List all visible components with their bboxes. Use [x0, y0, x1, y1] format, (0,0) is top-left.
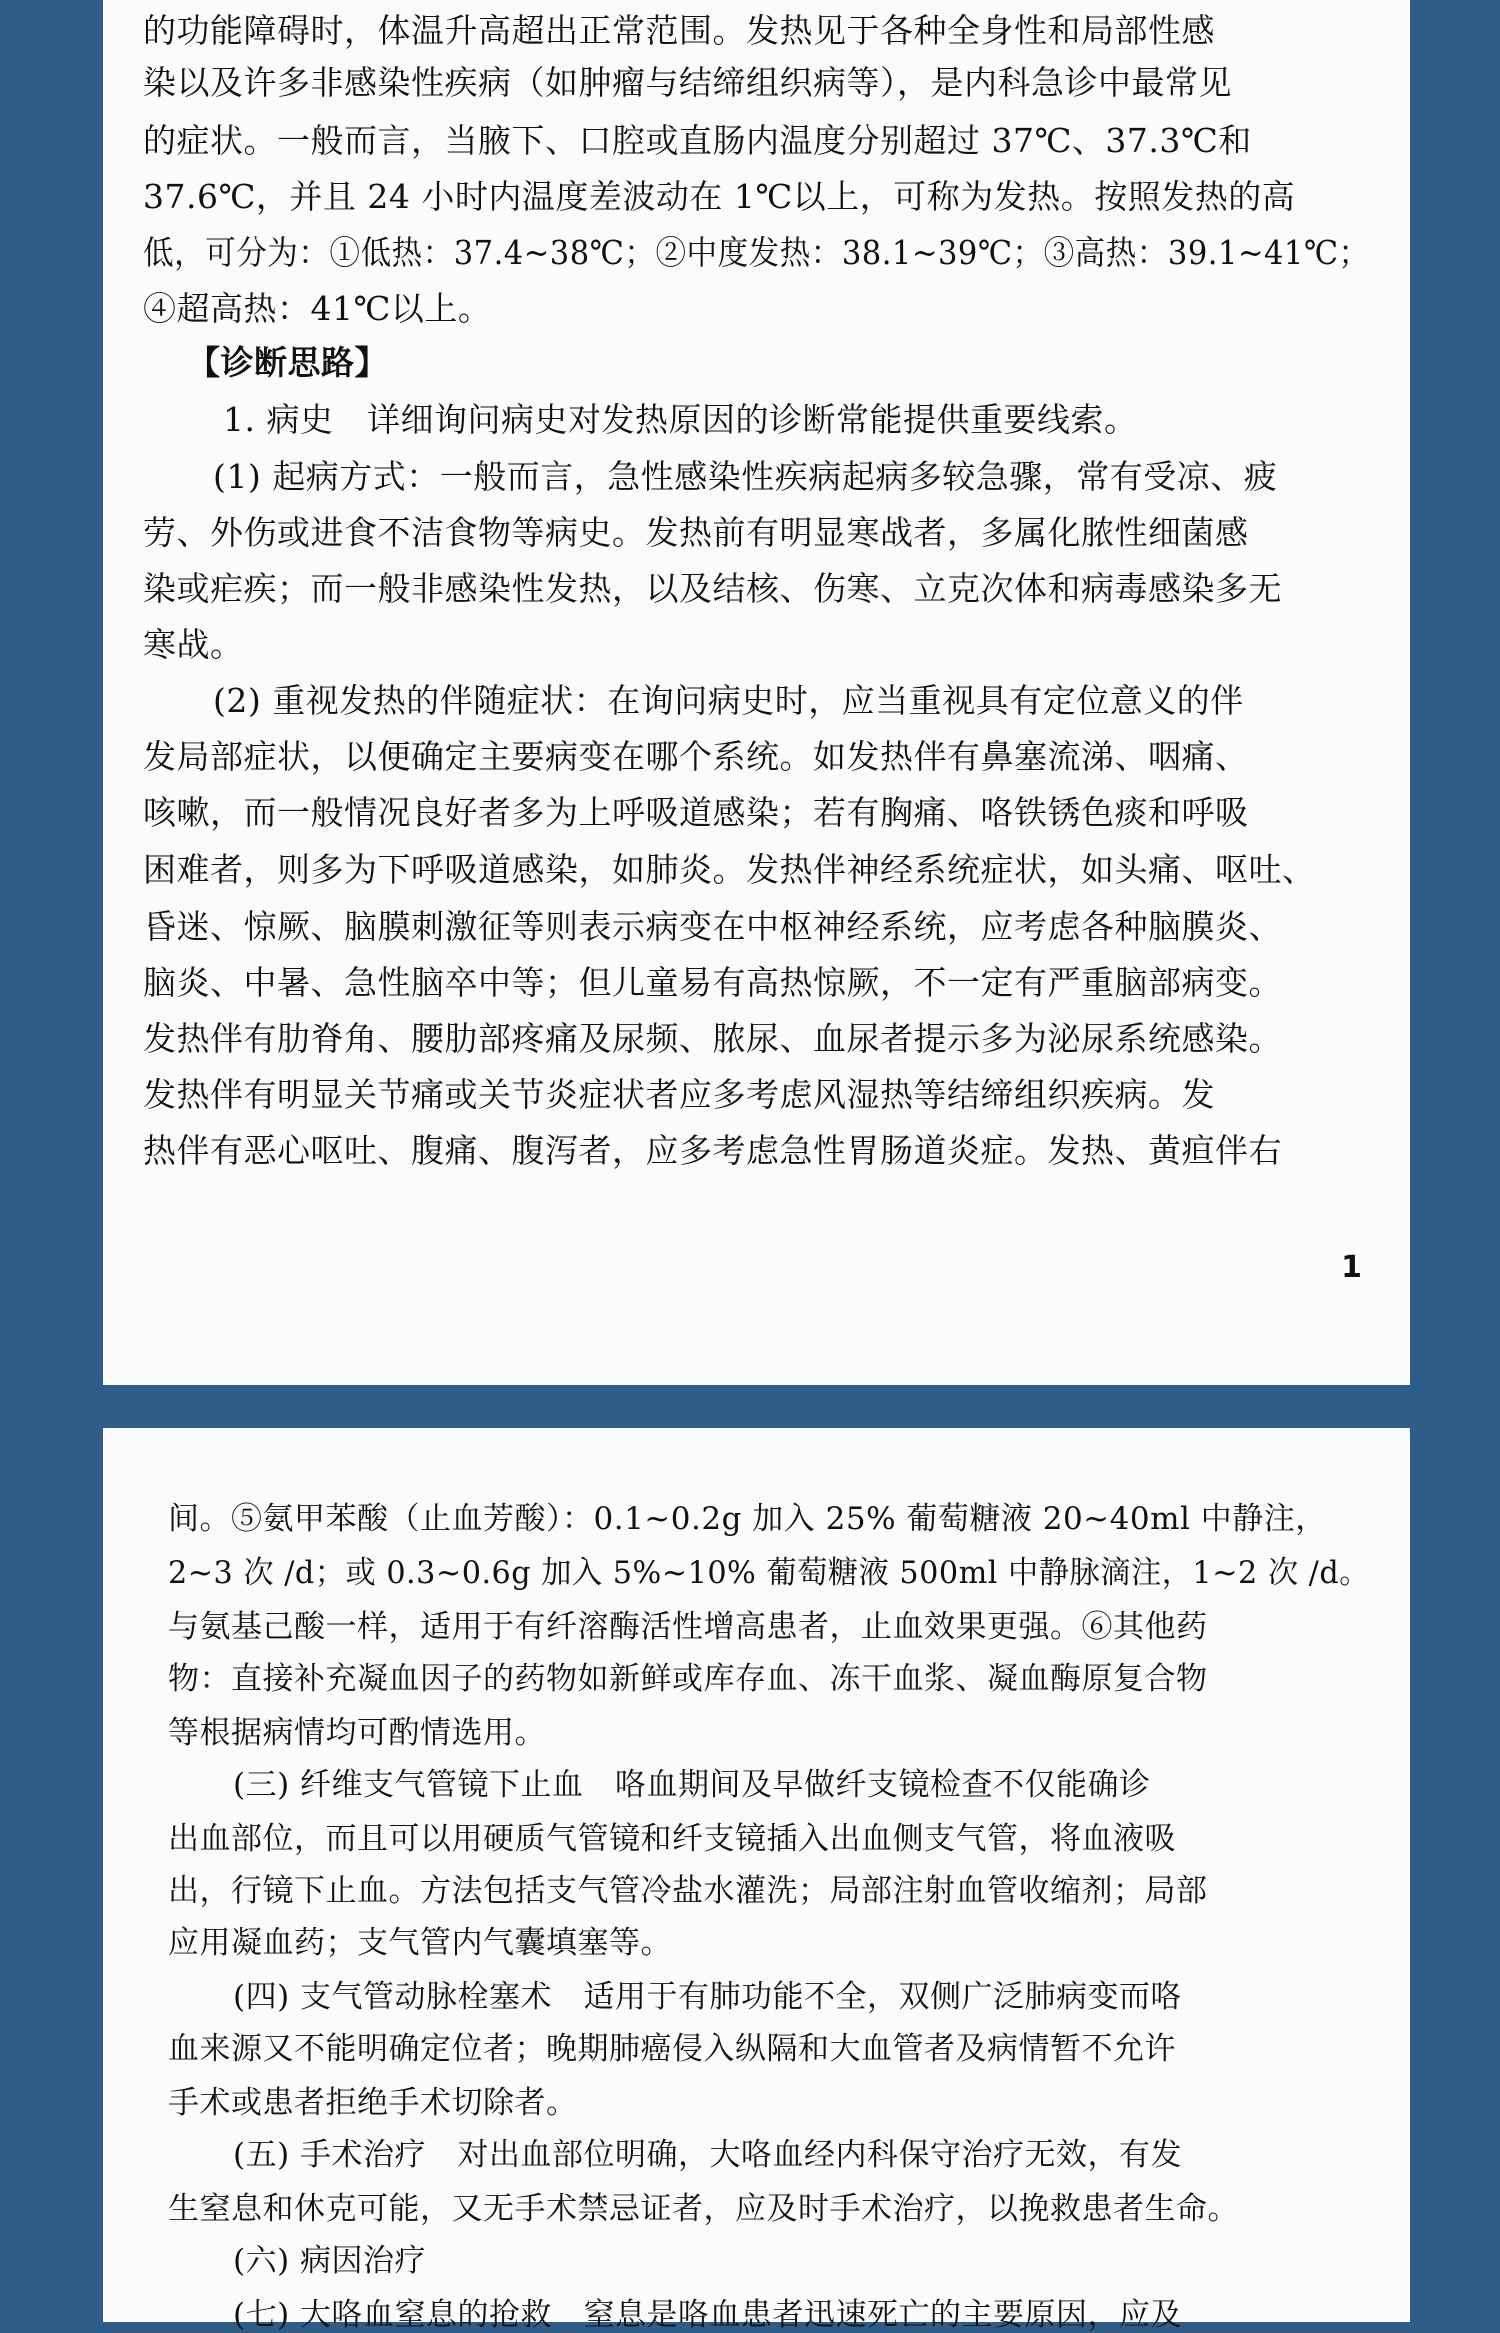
text-line: 出，行镜下止血。方法包括支气管冷盐水灌洗；局部注射血管收缩剂；局部	[168, 1873, 1208, 1909]
text-line: 37.6℃，并且 24 小时内温度差波动在 1℃以上，可称为发热。按照发热的高	[143, 177, 1296, 216]
text-line: 间。⑤氨甲苯酸（止血芳酸）：0.1~0.2g 加入 25% 葡萄糖液 20~40ml 中静注，	[168, 1501, 1327, 1537]
text-line: 寒战。	[143, 625, 244, 664]
subsection-heading: (四) 支气管动脉栓塞术 适用于有肺功能不全，双侧广泛肺病变而咯	[233, 1979, 1183, 2015]
subsection-heading: (三) 纤维支气管镜下止血 咯血期间及早做纤支镜检查不仅能确诊	[233, 1767, 1151, 1803]
subsection-heading: (五) 手术治疗 对出血部位明确，大咯血经内科保守治疗无效，有发	[233, 2137, 1183, 2173]
text-line: 染以及许多非感染性疾病（如肿瘤与结缔组织病等），是内科急诊中最常见	[143, 63, 1232, 102]
book-page-1	[103, 0, 1410, 1385]
text-line: 2~3 次 /d；或 0.3~0.6g 加入 5%~10% 葡萄糖液 500ml 中静脉滴注，1~2 次 /d。	[168, 1555, 1370, 1591]
text-line: 低，可分为：①低热：37.4~38℃；②中度发热：38.1~39℃；③高热：39.1~41℃；	[143, 233, 1370, 272]
text-line: 困难者，则多为下呼吸道感染，如肺炎。发热伴神经系统症状，如头痛、呕吐、	[143, 850, 1316, 889]
text-line: 生窒息和休克可能，又无手术禁忌证者，应及时手术治疗，以挽救患者生命。	[168, 2191, 1239, 2227]
text-line: (1) 起病方式：一般而言，急性感染性疾病起病多较急骤，常有受凉、疲	[213, 457, 1278, 496]
text-line: 咳嗽，而一般情况良好者多为上呼吸道感染；若有胸痛、咯铁锈色痰和呼吸	[143, 793, 1249, 832]
text-line: 脑炎、中暑、急性脑卒中等；但儿童易有高热惊厥，不一定有严重脑部病变。	[143, 963, 1282, 1002]
text-line: 劳、外伤或进食不洁食物等病史。发热前有明显寒战者，多属化脓性细菌感	[143, 513, 1249, 552]
section-heading: 【诊断思路】	[187, 343, 388, 382]
text-line: (2) 重视发热的伴随症状：在询问病史时，应当重视具有定位意义的伴	[213, 681, 1244, 720]
page-number: 1	[1341, 1250, 1362, 1285]
subsection-heading: (六) 病因治疗	[233, 2243, 427, 2279]
text-line: 手术或患者拒绝手术切除者。	[168, 2085, 578, 2121]
text-line: 与氨基己酸一样，适用于有纤溶酶活性增高患者，止血效果更强。⑥其他药	[168, 1609, 1208, 1645]
text-line: 的功能障碍时，体温升高超出正常范围。发热见于各种全身性和局部性感	[143, 11, 1215, 50]
text-line: 发热伴有肋脊角、腰肋部疼痛及尿频、脓尿、血尿者提示多为泌尿系统感染。	[143, 1019, 1282, 1058]
text-line: 物：直接补充凝血因子的药物如新鲜或库存血、冻干血浆、凝血酶原复合物	[168, 1661, 1208, 1697]
text-line: 发热伴有明显关节痛或关节炎症状者应多考虑风湿热等结缔组织疾病。发	[143, 1075, 1215, 1114]
text-line: 发局部症状，以便确定主要病变在哪个系统。如发热伴有鼻塞流涕、咽痛、	[143, 737, 1249, 776]
text-line: 应用凝血药；支气管内气囊填塞等。	[168, 1925, 672, 1961]
text-line: 热伴有恶心呕吐、腹痛、腹泻者，应多考虑急性胃肠道炎症。发热、黄疸伴右	[143, 1131, 1282, 1170]
text-line: 出血部位，而且可以用硬质气管镜和纤支镜插入出血侧支气管，将血液吸	[168, 1821, 1176, 1857]
text-line: 1. 病史 详细询问病史对发热原因的诊断常能提供重要线索。	[223, 400, 1138, 439]
book-page-2	[103, 1428, 1410, 2333]
text-line: 等根据病情均可酌情选用。	[168, 1715, 546, 1751]
text-line: 昏迷、惊厥、脑膜刺激征等则表示病变在中枢神经系统，应考虑各种脑膜炎、	[143, 907, 1282, 946]
subsection-heading: (七) 大咯血窒息的抢救 窒息是咯血患者迅速死亡的主要原因，应及	[233, 2297, 1183, 2333]
text-line: ④超高热：41℃以上。	[143, 289, 492, 328]
text-line: 染或疟疾；而一般非感染性发热，以及结核、伤寒、立克次体和病毒感染多无	[143, 569, 1282, 608]
text-line: 的症状。一般而言，当腋下、口腔或直肠内温度分别超过 37℃、37.3℃和	[143, 121, 1252, 160]
text-line: 血来源又不能明确定位者；晚期肺癌侵入纵隔和大血管者及病情暂不允许	[168, 2031, 1176, 2067]
